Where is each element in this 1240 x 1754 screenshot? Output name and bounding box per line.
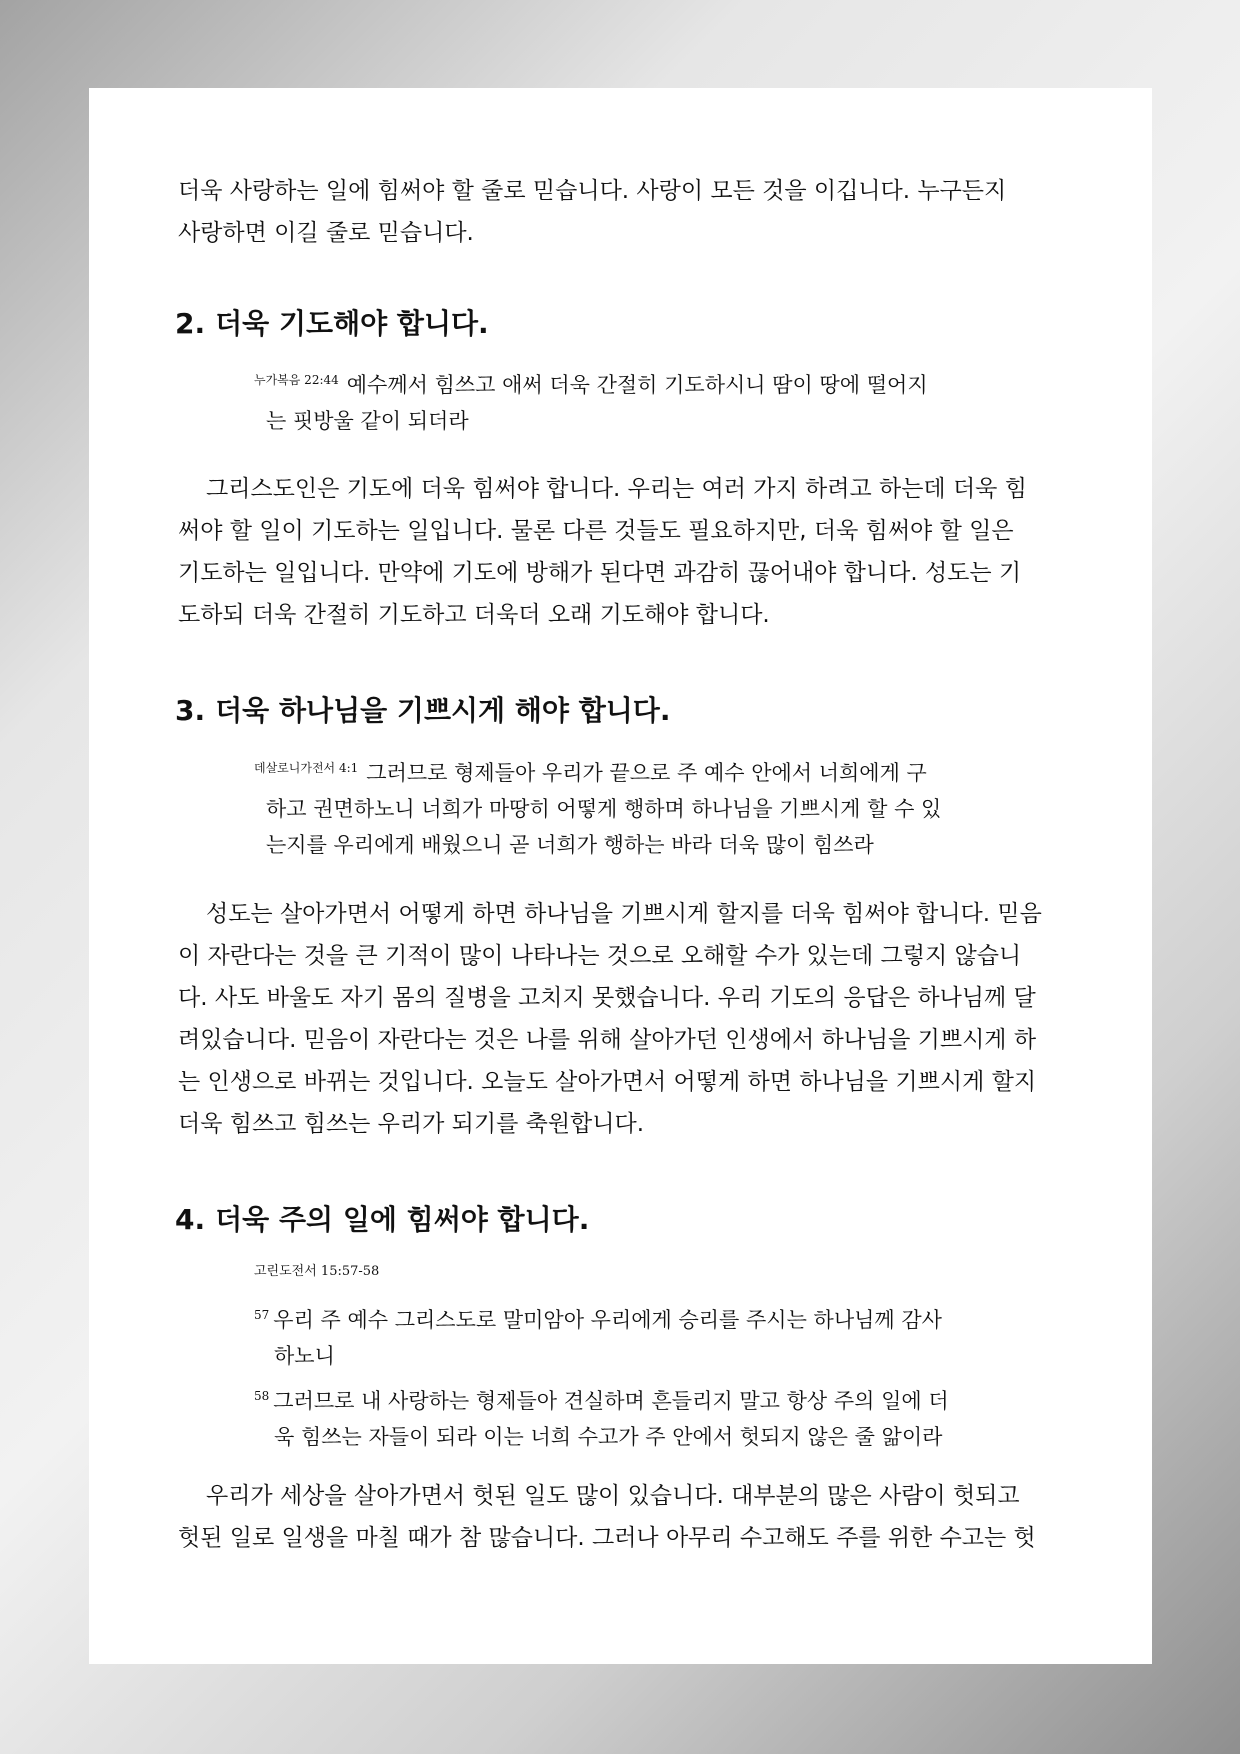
section-4-heading (175, 1202, 589, 1238)
section-3-quote-line-2: 하고 권면하노니 너희가 마땅히 어떻게 행하며 하나님을 기쁘시게 할 수 있 (266, 797, 942, 821)
section-3-number: 3. (175, 694, 206, 727)
section-3-paragraph-line: 다. 사도 바울도 자기 몸의 질병을 고치지 못했습니다. 우리 기도의 응답은 하나님께 달 (178, 985, 1036, 1011)
section-2-heading (175, 306, 489, 342)
section-3-title: 더욱 하나님을 기쁘시게 해야 합니다. (215, 694, 671, 727)
section-3-paragraph-line: 성도는 살아가면서 어떻게 하면 하나님을 기쁘시게 할지를 더욱 힘써야 합니다. 믿음 (206, 901, 1042, 927)
section-3-heading (175, 693, 670, 729)
section-2-number: 2. (175, 307, 206, 340)
section-4-verse-57 (254, 1297, 1077, 1374)
verse-line-2: 욱 힘쓰는 자들이 되라 이는 너희 수고가 주 안에서 헛되지 않은 줄 앎이라 (274, 1425, 943, 1449)
verse-line-1: 그러므로 내 사랑하는 형제들아 견실하며 흔들리지 말고 항상 주의 일에 더 (273, 1389, 949, 1413)
section-2-paragraph-line: 도하되 더욱 간절히 기도하고 더욱더 오래 기도해야 합니다. (178, 602, 770, 628)
verse-number: 57 (254, 1308, 270, 1322)
section-4-paragraph (178, 1475, 1063, 1559)
section-3-quote (254, 750, 1077, 863)
section-2-paragraph (178, 468, 1063, 636)
section-4-verse-58 (254, 1378, 1077, 1455)
section-4-title: 더욱 주의 일에 힘써야 합니다. (215, 1203, 590, 1236)
section-2-paragraph-line: 그리스도인은 기도에 더욱 힘써야 합니다. 우리는 여러 가지 하려고 하는데 더욱 힘 (206, 476, 1027, 502)
section-3-paragraph-line: 더욱 힘쓰고 힘쓰는 우리가 되기를 축원합니다. (178, 1111, 645, 1137)
section-4-paragraph-line: 헛된 일로 일생을 마칠 때가 참 많습니다. 그러나 아무리 수고해도 주를 위한 수고는 헛 (178, 1525, 1036, 1551)
verse-line-2: 하노니 (274, 1344, 335, 1368)
section-2-paragraph-line: 기도하는 일입니다. 만약에 기도에 방해가 된다면 과감히 끊어내야 합니다. 성도는 기 (178, 560, 1022, 586)
section-2-paragraph-line: 써야 할 일이 기도하는 일입니다. 물론 다른 것들도 필요하지만, 더욱 힘써야 할 일은 (178, 518, 1014, 544)
section-4-number: 4. (175, 1203, 206, 1236)
section-3-quote-line-1: 그러므로 형제들아 우리가 끝으로 주 예수 안에서 너희에게 구 (366, 761, 927, 785)
section-2-quote (254, 362, 1077, 439)
section-2-quote-line-1: 예수께서 힘쓰고 애써 더욱 간절히 기도하시니 땀이 땅에 떨어지 (346, 373, 928, 397)
section-3-paragraph-line: 려있습니다. 믿음이 자란다는 것은 나를 위해 살아가던 인생에서 하나님을 기쁘시게 하 (178, 1027, 1037, 1053)
document-page (89, 88, 1152, 1664)
intro-line-1: 더욱 사랑하는 일에 힘써야 할 줄로 믿습니다. 사랑이 모든 것을 이깁니다. 누구든지 (178, 178, 1007, 204)
intro-line-2: 사랑하면 이길 줄로 믿습니다. (178, 220, 474, 246)
section-3-paragraph (178, 893, 1063, 1145)
section-2-title: 더욱 기도해야 합니다. (215, 307, 489, 340)
verse-number: 58 (254, 1389, 270, 1403)
verse-line-1: 우리 주 예수 그리스도로 말미암아 우리에게 승리를 주시는 하나님께 감사 (273, 1308, 942, 1332)
section-4-quote-ref: 고린도전서 15:57-58 (254, 1264, 380, 1279)
section-4-paragraph-line: 우리가 세상을 살아가면서 헛된 일도 많이 있습니다. 대부분의 많은 사람이 헛되고 (206, 1483, 1020, 1509)
section-3-quote-line-3: 는지를 우리에게 배웠으니 곧 너희가 행하는 바라 더욱 많이 힘쓰라 (266, 833, 874, 857)
intro-paragraph (178, 170, 1063, 254)
section-2-quote-ref: 누가복음 22:44 (254, 373, 339, 387)
section-3-quote-ref: 데살로니가전서 4:1 (254, 761, 359, 775)
section-2-quote-line-2: 는 핏방울 같이 되더라 (266, 409, 469, 433)
section-3-paragraph-line: 이 자란다는 것을 큰 기적이 많이 나타나는 것으로 오해할 수가 있는데 그렇지 않습니 (178, 943, 1022, 969)
section-3-paragraph-line: 는 인생으로 바뀌는 것입니다. 오늘도 살아가면서 어떻게 하면 하나님을 기쁘시게 할지 (178, 1069, 1037, 1095)
